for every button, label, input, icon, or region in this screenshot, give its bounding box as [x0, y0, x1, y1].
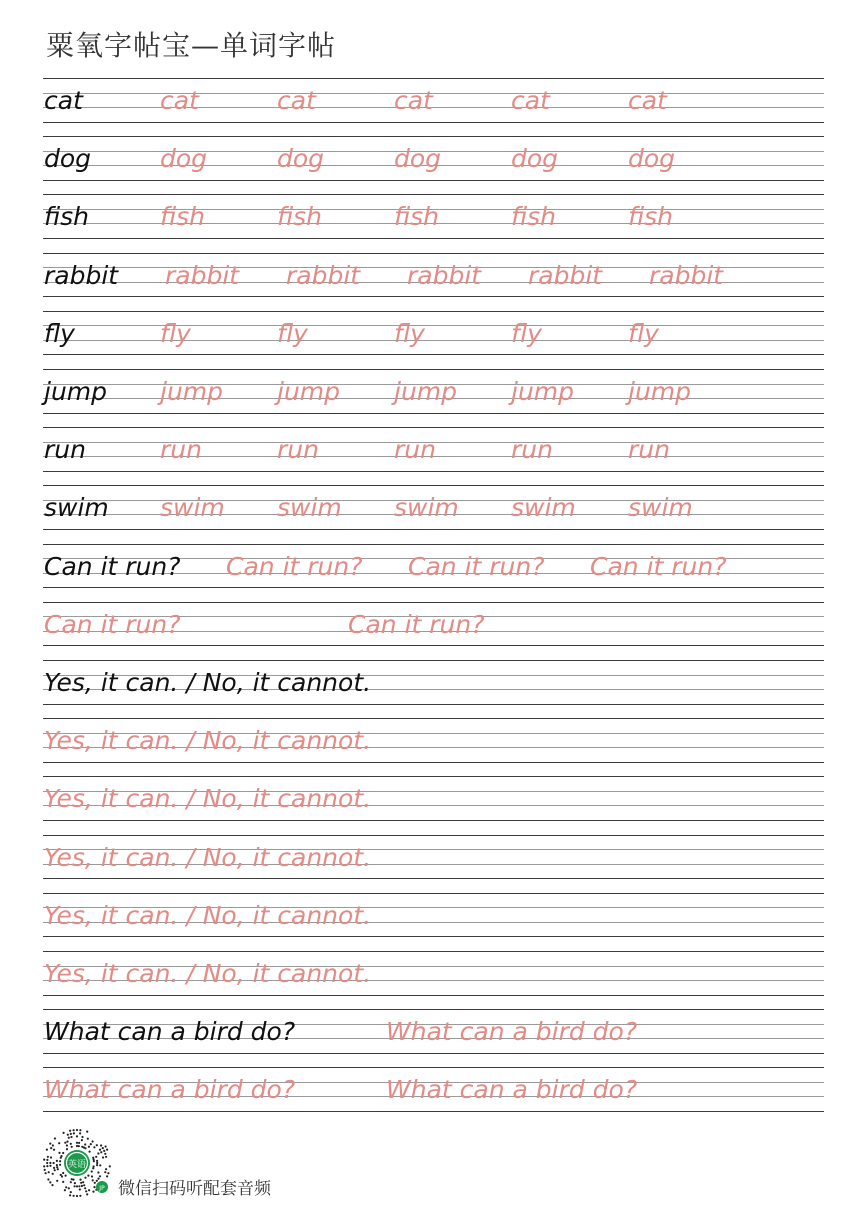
rule-line — [43, 936, 824, 937]
rule-line — [43, 1009, 824, 1010]
trace-word: rabbit — [165, 261, 240, 290]
rule-line — [43, 544, 824, 545]
trace-word: Yes, it can. / No, it cannot. — [44, 901, 372, 930]
rule-line — [43, 762, 824, 763]
rule-line — [43, 122, 824, 123]
rule-line — [43, 951, 824, 952]
rule-line — [43, 471, 824, 472]
trace-word: rabbit — [649, 261, 724, 290]
trace-word: fish — [277, 202, 323, 231]
rule-line — [43, 602, 824, 603]
trace-word: Can it run? — [408, 552, 545, 581]
rule-line — [43, 820, 824, 821]
trace-word: swim — [277, 493, 342, 522]
rule-line — [43, 776, 824, 777]
model-word: rabbit — [44, 261, 119, 290]
trace-word: jump — [277, 377, 341, 406]
trace-word: What can a bird do? — [44, 1075, 296, 1104]
rule-line — [43, 136, 824, 137]
rule-line — [43, 296, 824, 297]
rule-line — [43, 645, 824, 646]
trace-word: fish — [394, 202, 440, 231]
trace-word: Yes, it can. / No, it cannot. — [44, 843, 372, 872]
rule-line — [43, 369, 824, 370]
page-title: 粟氧字帖宝—单词字帖 — [46, 29, 337, 62]
trace-word: cat — [394, 86, 433, 115]
rule-line — [43, 427, 824, 428]
rule-line — [43, 485, 824, 486]
rule-line — [43, 1111, 824, 1112]
trace-word: fly — [511, 319, 542, 348]
rule-line — [43, 238, 824, 239]
trace-word: rabbit — [286, 261, 361, 290]
qr-corner-label: JP — [99, 1185, 105, 1192]
trace-word: dog — [160, 144, 208, 173]
trace-word: swim — [394, 493, 459, 522]
footer-caption: 微信扫码听配套音频 — [118, 1179, 271, 1199]
trace-word: jump — [160, 377, 224, 406]
trace-word: Can it run? — [226, 552, 363, 581]
trace-word: dog — [394, 144, 442, 173]
rule-line — [43, 529, 824, 530]
rule-line — [43, 78, 824, 79]
model-word: What can a bird do? — [44, 1017, 296, 1046]
trace-word: rabbit — [528, 261, 603, 290]
rule-line — [43, 413, 824, 414]
rule-line — [43, 253, 824, 254]
rule-line — [43, 893, 824, 894]
model-word: swim — [44, 493, 109, 522]
trace-word: fish — [628, 202, 674, 231]
trace-word: run — [394, 435, 436, 464]
model-word: Can it run? — [44, 552, 181, 581]
model-word: cat — [44, 86, 83, 115]
trace-word: run — [277, 435, 319, 464]
trace-word: fly — [277, 319, 308, 348]
rule-line — [43, 180, 824, 181]
rule-line — [43, 354, 824, 355]
trace-word: run — [160, 435, 202, 464]
rule-line — [43, 704, 824, 705]
rule-line — [43, 835, 824, 836]
trace-word: cat — [160, 86, 199, 115]
trace-word: jump — [511, 377, 575, 406]
trace-word: dog — [277, 144, 325, 173]
trace-word: fish — [511, 202, 557, 231]
trace-word: swim — [511, 493, 576, 522]
trace-word: dog — [511, 144, 559, 173]
rule-line — [43, 878, 824, 879]
trace-word: run — [511, 435, 553, 464]
rule-line — [43, 587, 824, 588]
trace-word: fly — [628, 319, 659, 348]
model-word: dog — [44, 144, 92, 173]
model-word: Yes, it can. / No, it cannot. — [44, 668, 372, 697]
qr-badge-label: 英语 — [67, 1160, 87, 1170]
trace-word: jump — [394, 377, 458, 406]
model-word: run — [44, 435, 86, 464]
trace-word: Yes, it can. / No, it cannot. — [44, 959, 372, 988]
trace-word: fly — [394, 319, 425, 348]
footer — [40, 1128, 440, 1198]
trace-word: Yes, it can. / No, it cannot. — [44, 726, 372, 755]
rule-line — [43, 1053, 824, 1054]
trace-word: Yes, it can. / No, it cannot. — [44, 784, 372, 813]
rule-line — [43, 995, 824, 996]
model-word: jump — [44, 377, 108, 406]
trace-word: Can it run? — [348, 610, 485, 639]
trace-word: cat — [277, 86, 316, 115]
trace-word: jump — [628, 377, 692, 406]
trace-word: fish — [160, 202, 206, 231]
qr-code-icon[interactable] — [42, 1128, 112, 1198]
trace-word: Can it run? — [590, 552, 727, 581]
rule-line — [43, 660, 824, 661]
rule-line — [43, 1067, 824, 1068]
trace-word: What can a bird do? — [386, 1017, 638, 1046]
rule-line — [43, 194, 824, 195]
model-word: fish — [44, 202, 90, 231]
rule-line — [43, 718, 824, 719]
trace-word: run — [628, 435, 670, 464]
trace-word: rabbit — [407, 261, 482, 290]
trace-word: fly — [160, 319, 191, 348]
trace-word: swim — [628, 493, 693, 522]
trace-word: cat — [511, 86, 550, 115]
rule-line — [43, 311, 824, 312]
trace-word: swim — [160, 493, 225, 522]
model-word: fly — [44, 319, 75, 348]
trace-word: Can it run? — [44, 610, 181, 639]
trace-word: cat — [628, 86, 667, 115]
trace-word: dog — [628, 144, 676, 173]
trace-word: What can a bird do? — [386, 1075, 638, 1104]
